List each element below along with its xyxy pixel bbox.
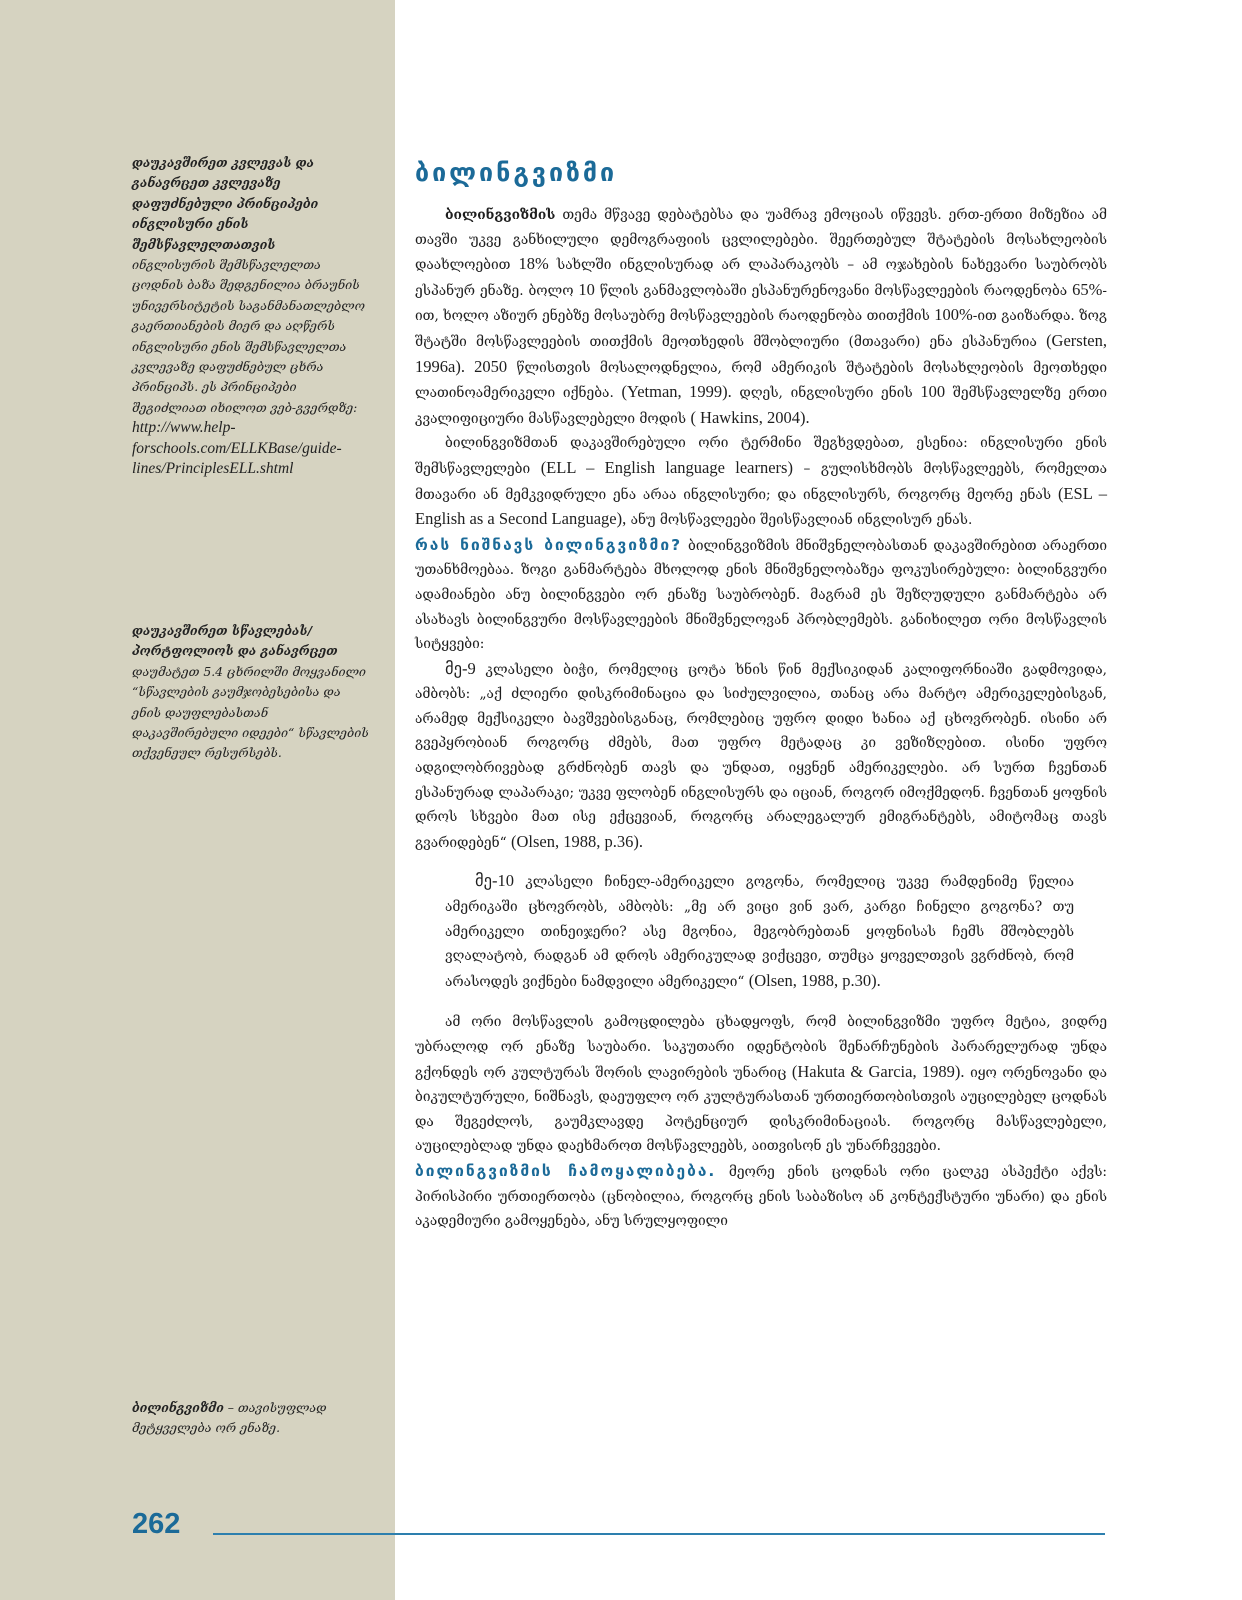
subsection-heading: რას ნიშნავს ბილინგვიზმი? <box>415 535 683 554</box>
margin-note-body: დაუმატეთ 5.4 ცხრილში მოყვანილი “სწავლების გაუმჯობესებისა და ენის დაუფლებასთან დაკავშირებული იდეები“ სწავლების თქვენეულ რესურსებს. <box>132 663 369 761</box>
paragraph: ბილინგვიზმის ჩამოყალიბება. მეორე ენის ცოდნას ორი ცალკე ასპექტი აქვს: პირისპირი ურთიერთობა (ცნობილია, როგორც ენის საბაზისო ან კონტექსტური უნარი) და ენის აკადემიური გამოყენება, ანუ სრულყოფილი <box>415 1161 1107 1230</box>
footer-rule <box>213 1533 1105 1535</box>
section-title: ბილინგვიზმი <box>415 158 618 187</box>
margin-note-body: ინგლისურის შემსწავლელთა ცოდნის ბაზა შედგენილია ბრაუნის უნივერსიტეტის საგანმანათლებლო გაერთიანების მიერ და აღწერს ინგლისური ენის შემსწავლელთა კვლევაზე დაფუძნებულ ცხრა პრინციპს. ეს პრინციპები შეგიძლიათ იხილოთ ვებ-გვერდზე: <box>132 257 365 415</box>
margin-note-research <box>132 153 372 480</box>
paragraph: რას ნიშნავს ბილინგვიზმი? ბილინგვიზმის მნიშვნელობასთან დაკავშირებით არაერთი უთანხმოებაა. ზოგი განმარტება მხოლოდ ენის მნიშვნელობაზეა ფოკუსირებული: ბილინგვური ადამიანები ანუ ბილინგვები ორ ენაზე საუბრობენ. მაგრამ ეს შეზღუდული განმარტება არ ასახავს ბილინგვური მოსწავლეების მნიშვნელოვან პრობლემებს. განიხილეთ ორი მოსწავლის სიტყვები: <box>415 535 1108 653</box>
page-number: 262 <box>132 1508 181 1540</box>
sidebar <box>0 0 395 1600</box>
margin-note-portfolio <box>132 621 372 764</box>
margin-note-heading: დაუკავშირეთ კვლევას და განავრცეთ კვლევაზე დაფუძნებული პრინციპები ინგლისური ენის შემსწავლელთათვის <box>132 155 319 252</box>
subsection-heading: ბილინგვიზმის ჩამოყალიბება. <box>415 1161 717 1180</box>
margin-note-heading: დაუკავშირეთ სწავლებას/პორტფოლიოს და განავრცეთ <box>132 623 338 659</box>
paragraph: მე-9 კლასელი ბიჭი, რომელიც ცოტა ხნის წინ მექსიკიდან კალიფორნიაში გადმოვიდა, ამბობს: „აქ ძლიერი დისკრიმინაცია და სიძულვილია, თანაც არა მარტო ამერიკელებისგან, არამედ მექსიკელი ბავშვებისგანაც, რომლებიც უფრო დიდი ხანია აქ ცხოვრობენ. ისინი არ გვეპყრობიან როგორც ძმებს, მათ უფრო მეტადაც კი ვეზიზღებით. ისინი უფრო ადგილობრივებად გრძნობენ თავს და უნდათ, იყვნენ ამერიკელები. არ სურთ ჩვენთან ესპანურად ლაპარაკი; უკვე ფლობენ ინგლისურს და იციან, როგორ იმოქმედონ. ჩვენთან ყოფნის დროს სხვები მათ ისე ექცევიან, როგორც არალეგალურ ემიგრანტებს, ამიტომაც თავს გვარიდებენ“ (Olsen, 1988, p.36). <box>415 658 1107 851</box>
paragraph: ბილინგვიზმთან დაკავშირებული ორი ტერმინი შეგხვდებათ, ესენია: ინგლისური ენის შემსწავლელები (ELL – English language learners) – გულისხმობს მოსწავლეებს, რომელთა მთავარი ან მემკვიდრული ენა არაა ინგლისური; და ინგლისურს, როგორც მეორე ენას (ESL – English as a Second Language), ანუ მოსწავლეები შეისწავლიან ინგლისურ ენას. <box>415 435 1107 529</box>
block-quote: მე-10 კლასელი ჩინელ-ამერიკელი გოგონა, რომელიც უკვე რამდენიმე წელია ამერიკაში ცხოვრობს, ამბობს: „მე არ ვიცი ვინ ვარ, კარგი ჩინელი გოგონა? თუ ამერიკელი თინეიჯერი? ასე მგონია, მეგობრებთან ყოფნისას ჩემს მშობლებს ვღალატობ, რადგან ამ დროს ამერიკულად ვიქცევი, თუმცა ყოველთვის ვგრძნობ, რომ არასოდეს ვიქნები ნამდვილი ამერიკელი“ (Olsen, 1988, p.30). <box>445 871 1074 990</box>
term: ბილინგვიზმის <box>445 207 556 223</box>
definition-text: – თავისუფლად მეტყველება ორ ენაზე. <box>132 1400 327 1436</box>
main-text <box>415 150 1107 1234</box>
paragraph: ბილინგვიზმის თემა მწვავე დებატებსა და უამრავ ემოციას იწვევს. ერთ-ერთი მიზეზია ამ თავში უკვე განხილული დემოგრაფიის ცვლილებები. შეერთებულ შტატების მოსახლეობის დაახლოებით 18% სახლში ინგლისურად არ ლაპარაკობს – ამ ოჯახების ნახევარი საუბრობს ესპანურ ენაზე. ბოლო 10 წლის განმავლობაში ესპანურენოვანი მოსწავლეების რაოდენობა 65%-ით, ხოლო აზიურ ენებზე მოსაუბრე მოსწავლეების რაოდენობა თითქმის 100%-ით გაიზარდა. ზოგ შტატში მოსწავლეების თითქმის მეოთხედის მშობლიური (მთავარი) ენა ესპანურია (Gersten, 1996a). 2050 წლისთვის მოსალოდნელია, რომ ამერიკის შტატების მოსახლეობის მეოთხედი ლათინოამერიკელი იქნება. (Yetman, 1999). დღეს, ინგლისური ენის 100 შემსწავლელზე ერთი კვალიფიციური მასწავლებელი მოდის ( Hawkins, 2004). <box>415 207 1108 427</box>
definition-term: ბილინგვიზმი <box>132 1400 224 1415</box>
margin-note-url[interactable]: http://www.help-forschools.com/ELLKBase/guide-lines/PrinciplesELL.shtml <box>132 419 342 478</box>
paragraph: ამ ორი მოსწავლის გამოცდილება ცხადყოფს, რომ ბილინგვიზმი უფრო მეტია, ვიდრე უბრალოდ ორ ენაზე საუბარი. საკუთარი იდენტობის შენარჩუნების პარარელურად უნდა გქონდეს ორ კულტურას შორის ლავირების უნარიც (Hakuta & Garcia, 1989). იყო ორენოვანი და ბიკულტურული, ნიშნავს, დაეუფლო ორ კულტურასთან ურთიერთობისთვის აუცილებელ ცოდნას და შეგეძლოს, გაუმკლავდე პოტენციურ დისკრიმინაციას. როგორც მასწავლებელი, აუცილებლად უნდა დაეხმაროთ მოსწავლეებს, აითვისონ ეს უნარჩვევები. <box>415 1014 1107 1155</box>
margin-note-definition <box>132 1398 372 1439</box>
